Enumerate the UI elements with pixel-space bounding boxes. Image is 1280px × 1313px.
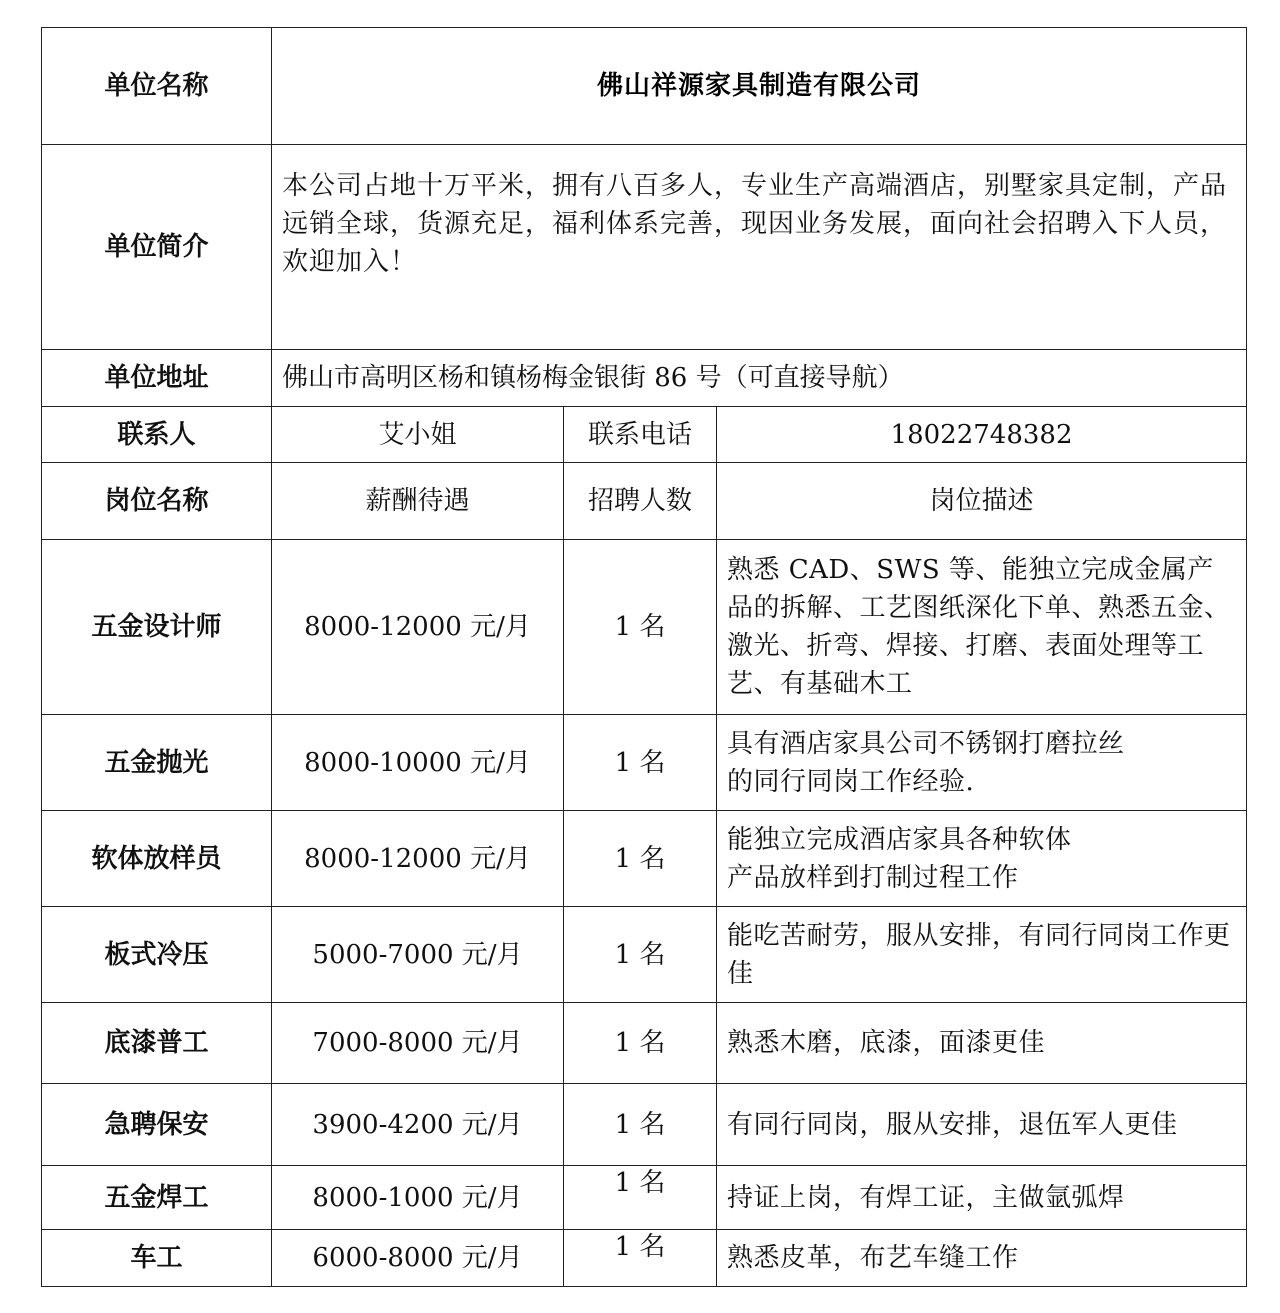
job-row <box>42 1230 1247 1287</box>
job-row <box>42 907 1247 1003</box>
phone-label: 联系电话 <box>564 407 717 463</box>
job-row <box>42 540 1247 715</box>
job-row <box>42 1003 1247 1084</box>
job-row <box>42 811 1247 907</box>
job-description-line: 能独立完成酒店家具各种软体 <box>727 824 1072 855</box>
job-description: 持证上岗，有焊工证，主做氩弧焊 <box>717 1166 1247 1230</box>
column-header-row <box>42 463 1247 540</box>
company-name: 佛山祥源家具制造有限公司 <box>272 28 1247 145</box>
contact-row <box>42 407 1247 463</box>
company-address-text: 佛山市高明区杨和镇杨梅金银街 86 号（可直接导航） <box>272 350 1247 407</box>
job-description-line: 具有酒店家具公司不锈钢打磨拉丝 <box>727 728 1125 759</box>
recruitment-table <box>41 27 1247 1287</box>
company-name-label: 单位名称 <box>42 28 272 145</box>
job-count: 1 名 <box>564 907 717 1003</box>
job-position: 底漆普工 <box>42 1003 272 1084</box>
job-position: 板式冷压 <box>42 907 272 1003</box>
job-salary: 8000-12000 元/月 <box>272 811 564 907</box>
contact-label: 联系人 <box>42 407 272 463</box>
job-count: 1 名 <box>564 715 717 811</box>
job-salary: 7000-8000 元/月 <box>272 1003 564 1084</box>
job-salary: 8000-12000 元/月 <box>272 540 564 715</box>
job-salary: 5000-7000 元/月 <box>272 907 564 1003</box>
job-description: 能吃苦耐劳，服从安排，有同行同岗工作更佳 <box>717 907 1247 1003</box>
job-description: 有同行同岗，服从安排，退伍军人更佳 <box>717 1084 1247 1166</box>
company-name-row <box>42 28 1247 145</box>
job-salary: 6000-8000 元/月 <box>272 1230 564 1287</box>
job-row <box>42 715 1247 811</box>
phone-number: 18022748382 <box>717 407 1247 463</box>
job-position: 软体放样员 <box>42 811 272 907</box>
job-count: 1 名 <box>564 1166 717 1230</box>
company-intro-label: 单位简介 <box>42 145 272 350</box>
company-intro-text: 本公司占地十万平米，拥有八百多人，专业生产高端酒店，别墅家具定制，产品远销全球，货源充足，福利体系完善，现因业务发展，面向社会招聘入下人员，欢迎加入！ <box>272 145 1247 350</box>
company-address-row <box>42 350 1247 407</box>
column-header-count: 招聘人数 <box>564 463 717 540</box>
job-description <box>717 715 1247 811</box>
job-description-line: 产品放样到打制过程工作 <box>727 862 1019 893</box>
company-intro-row <box>42 145 1247 350</box>
company-address-label: 单位地址 <box>42 350 272 407</box>
job-count: 1 名 <box>564 811 717 907</box>
job-salary: 3900-4200 元/月 <box>272 1084 564 1166</box>
column-header-salary: 薪酬待遇 <box>272 463 564 540</box>
job-description-line: 的同行同岗工作经验. <box>727 766 975 797</box>
job-salary: 8000-10000 元/月 <box>272 715 564 811</box>
contact-name: 艾小姐 <box>272 407 564 463</box>
job-description: 熟悉木磨，底漆，面漆更佳 <box>717 1003 1247 1084</box>
job-position: 五金设计师 <box>42 540 272 715</box>
job-position: 五金焊工 <box>42 1166 272 1230</box>
job-position: 五金抛光 <box>42 715 272 811</box>
job-count: 1 名 <box>564 1003 717 1084</box>
column-header-description: 岗位描述 <box>717 463 1247 540</box>
job-salary: 8000-1000 元/月 <box>272 1166 564 1230</box>
job-position: 急聘保安 <box>42 1084 272 1166</box>
job-count: 1 名 <box>564 1230 717 1287</box>
job-description: 熟悉 CAD、SWS 等、能独立完成金属产品的拆解、工艺图纸深化下单、熟悉五金、激光、折弯、焊接、打磨、表面处理等工艺、有基础木工 <box>717 540 1247 715</box>
job-position: 车工 <box>42 1230 272 1287</box>
job-row <box>42 1084 1247 1166</box>
column-header-position: 岗位名称 <box>42 463 272 540</box>
job-description: 熟悉皮革，布艺车缝工作 <box>717 1230 1247 1287</box>
job-count: 1 名 <box>564 1084 717 1166</box>
job-description <box>717 811 1247 907</box>
job-count: 1 名 <box>564 540 717 715</box>
job-row <box>42 1166 1247 1230</box>
